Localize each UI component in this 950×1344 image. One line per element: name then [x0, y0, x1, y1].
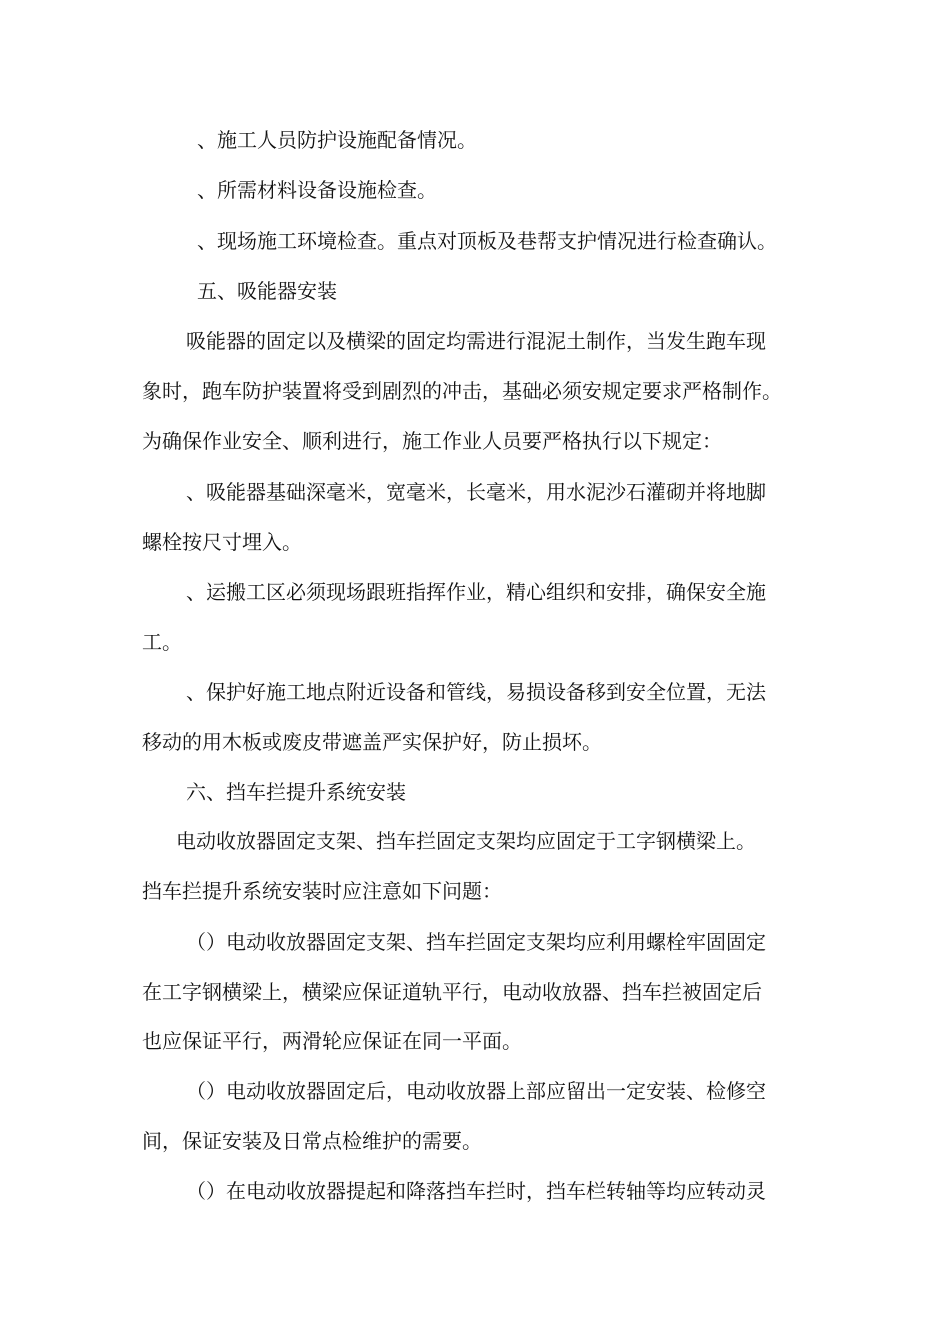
- list-item-continuation: 移动的用木板或废皮带遮盖严实保护好，防止损坏。: [142, 730, 602, 754]
- paragraph-line: 象时，跑车防护装置将受到剧烈的冲击，基础必须安规定要求严格制作。: [142, 379, 782, 403]
- numbered-item-continuation: 在工字钢横梁上，横梁应保证道轨平行，电动收放器、挡车拦被固定后: [142, 980, 762, 1004]
- list-item-materials-check: 、所需材料设备设施检查。: [197, 178, 437, 202]
- list-item-environment-check: 、现场施工环境检查。重点对顶板及巷帮支护情况进行检查确认。: [197, 229, 777, 253]
- section-heading-5: 五、吸能器安装: [197, 279, 337, 303]
- list-item-continuation: 工。: [142, 630, 182, 654]
- numbered-item: （）电动收放器固定支架、挡车拦固定支架均应利用螺栓牢固固定: [186, 930, 766, 954]
- list-item-transport: 、运搬工区必须现场跟班指挥作业，精心组织和安排，确保安全施: [186, 580, 766, 604]
- paragraph-line: 吸能器的固定以及横梁的固定均需进行混泥土制作，当发生跑车现: [186, 329, 766, 353]
- section-heading-6: 六、挡车拦提升系统安装: [186, 780, 406, 804]
- list-item-personnel-protection: 、施工人员防护设施配备情况。: [197, 128, 477, 152]
- numbered-item-continuation: 间，保证安装及日常点检维护的需要。: [142, 1129, 482, 1153]
- numbered-item: （）在电动收放器提起和降落挡车拦时，挡车栏转轴等均应转动灵: [186, 1179, 766, 1203]
- paragraph-line: 为确保作业安全、顺利进行，施工作业人员要严格执行以下规定：: [142, 429, 722, 453]
- numbered-item: （）电动收放器固定后，电动收放器上部应留出一定安装、检修空: [186, 1079, 766, 1103]
- paragraph-line: 电动收放器固定支架、挡车拦固定支架均应固定于工字钢横梁上。: [176, 829, 756, 853]
- list-item-protect-equipment: 、保护好施工地点附近设备和管线，易损设备移到安全位置，无法: [186, 680, 766, 704]
- list-item-foundation: 、吸能器基础深毫米，宽毫米，长毫米，用水泥沙石灌砌并将地脚: [186, 480, 766, 504]
- paragraph-line: 挡车拦提升系统安装时应注意如下问题：: [142, 879, 502, 903]
- numbered-item-continuation: 也应保证平行，两滑轮应保证在同一平面。: [142, 1029, 522, 1053]
- list-item-continuation: 螺栓按尺寸埋入。: [142, 530, 302, 554]
